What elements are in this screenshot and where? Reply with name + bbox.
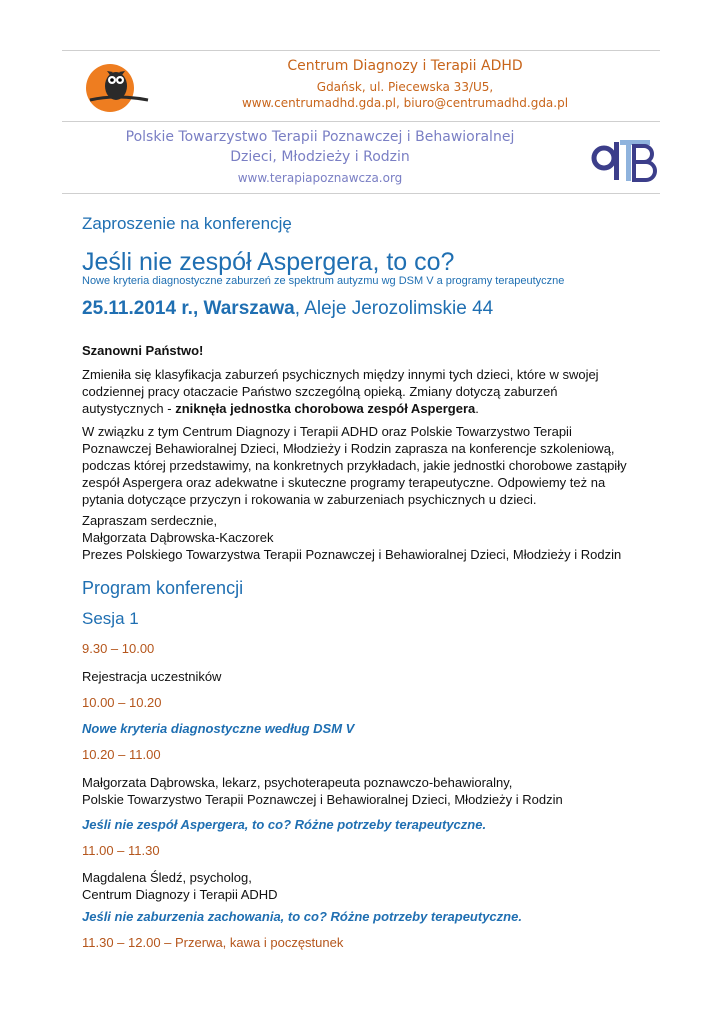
header-center-address: Gdańsk, ul. Piecewska 33/U5, — [316, 80, 494, 94]
paragraph-2: W związku z tym Centrum Diagnozy i Terapii ADHD oraz Polskie Towarzystwo Terapii Poznawczej Behawioralnej Dzieci, Młodzieży i Rodzin zaprasza na konferencje szkoleniową, podczas której przedstawimy, na konkretnych przykładach, jakie jednostki chorobowe zastąpiły zespół Aspergera oraz adekwatne i skuteczne programy terapeutyczne. Odpowiemy też na pytania dotyczące przyczyn i rokowania w zaburzeniach psychicznych u dzieci. — [82, 424, 627, 507]
speaker-2-line-1: Magdalena Śledź, psycholog, — [82, 870, 252, 885]
signature-line-1: Zapraszam serdecznie, — [82, 513, 218, 528]
date-bold: 25.11.2014 r., Warszawa — [82, 298, 295, 319]
header-center-name: Centrum Diagnozy i Terapii ADHD — [287, 58, 523, 74]
page-title: Jeśli nie zespół Aspergera, to co? — [82, 248, 455, 276]
page-subtitle: Nowe kryteria diagnostyczne zaburzeń ze spektrum autyzmu wg DSM V a programy terapeutyczne — [82, 275, 565, 287]
session-heading: Sesja 1 — [82, 609, 139, 628]
paragraph-1-end: . — [475, 401, 479, 416]
header-society-line2: Dzieci, Młodzieży i Rodzin — [230, 149, 410, 165]
paragraph-1 — [82, 366, 642, 417]
speaker-1-line-1: Małgorzata Dąbrowska, lekarz, psychoterapeuta poznawczo-behawioralny, — [82, 775, 513, 790]
greeting: Szanowni Państwo! — [82, 343, 204, 358]
signature — [82, 512, 642, 563]
speaker-2 — [82, 869, 642, 903]
paragraph-1-text: Zmieniła się klasyfikacja zaburzeń psychicznych między innymi tych dzieci, które w swojej codziennej pracy otaczacie Państwo szczególną opieką. Zmiany dotyczą zaburzeń autystycznych - — [82, 367, 599, 416]
time-slot-5: 11.30 – 12.00 – Przerwa, kawa i poczęstunek — [82, 935, 344, 950]
header-divider — [62, 121, 660, 122]
time-slot-4: 11.00 – 11.30 — [82, 843, 160, 858]
speaker-1-line-2: Polskie Towarzystwo Terapii Poznawczej i Behawioralnej Dzieci, Młodzieży i Rodzin — [82, 792, 563, 807]
talk-title-2: Jeśli nie zespół Aspergera, to co? Różne potrzeby terapeutyczne. — [82, 817, 487, 832]
time-slot-3: 10.20 – 11.00 — [82, 747, 161, 762]
invite-heading: Zaproszenie na konferencję — [82, 214, 292, 233]
speaker-1 — [82, 774, 642, 808]
speaker-2-line-2: Centrum Diagnozy i Terapii ADHD — [82, 887, 278, 902]
talk-title-3: Jeśli nie zaburzenia zachowania, to co? Różne potrzeby terapeutyczne. — [82, 909, 522, 924]
header-society-line1: Polskie Towarzystwo Terapii Poznawczej i Behawioralnej — [125, 129, 515, 145]
signature-line-3: Prezes Polskiego Towarzystwa Terapii Poznawczej i Behawioralnej Dzieci, Młodzieży i Rodzin — [82, 547, 622, 562]
top-rule — [62, 50, 660, 51]
ptb-logo-icon — [590, 136, 662, 186]
time-slot-1: 9.30 – 10.00 — [82, 641, 155, 656]
time-slot-2: 10.00 – 10.20 — [82, 695, 162, 710]
header-bottom-rule — [62, 193, 660, 194]
owl-logo-icon — [80, 60, 152, 114]
program-heading: Program konferencji — [82, 578, 244, 598]
header-center-web[interactable]: www.centrumadhd.gda.pl, biuro@centrumadhd.gda.pl — [241, 96, 569, 110]
paragraph-1-bold: zniknęła jednostka chorobowa zespół Aspergera — [175, 401, 476, 416]
signature-line-2: Małgorzata Dąbrowska-Kaczorek — [82, 530, 274, 545]
talk-title-1: Nowe kryteria diagnostyczne według DSM V — [82, 721, 355, 736]
registration-item: Rejestracja uczestników — [82, 669, 222, 684]
date-location — [82, 298, 493, 320]
header-society-web[interactable]: www.terapiapoznawcza.org — [237, 171, 403, 185]
date-address: , Aleje Jerozolimskie 44 — [294, 298, 494, 319]
